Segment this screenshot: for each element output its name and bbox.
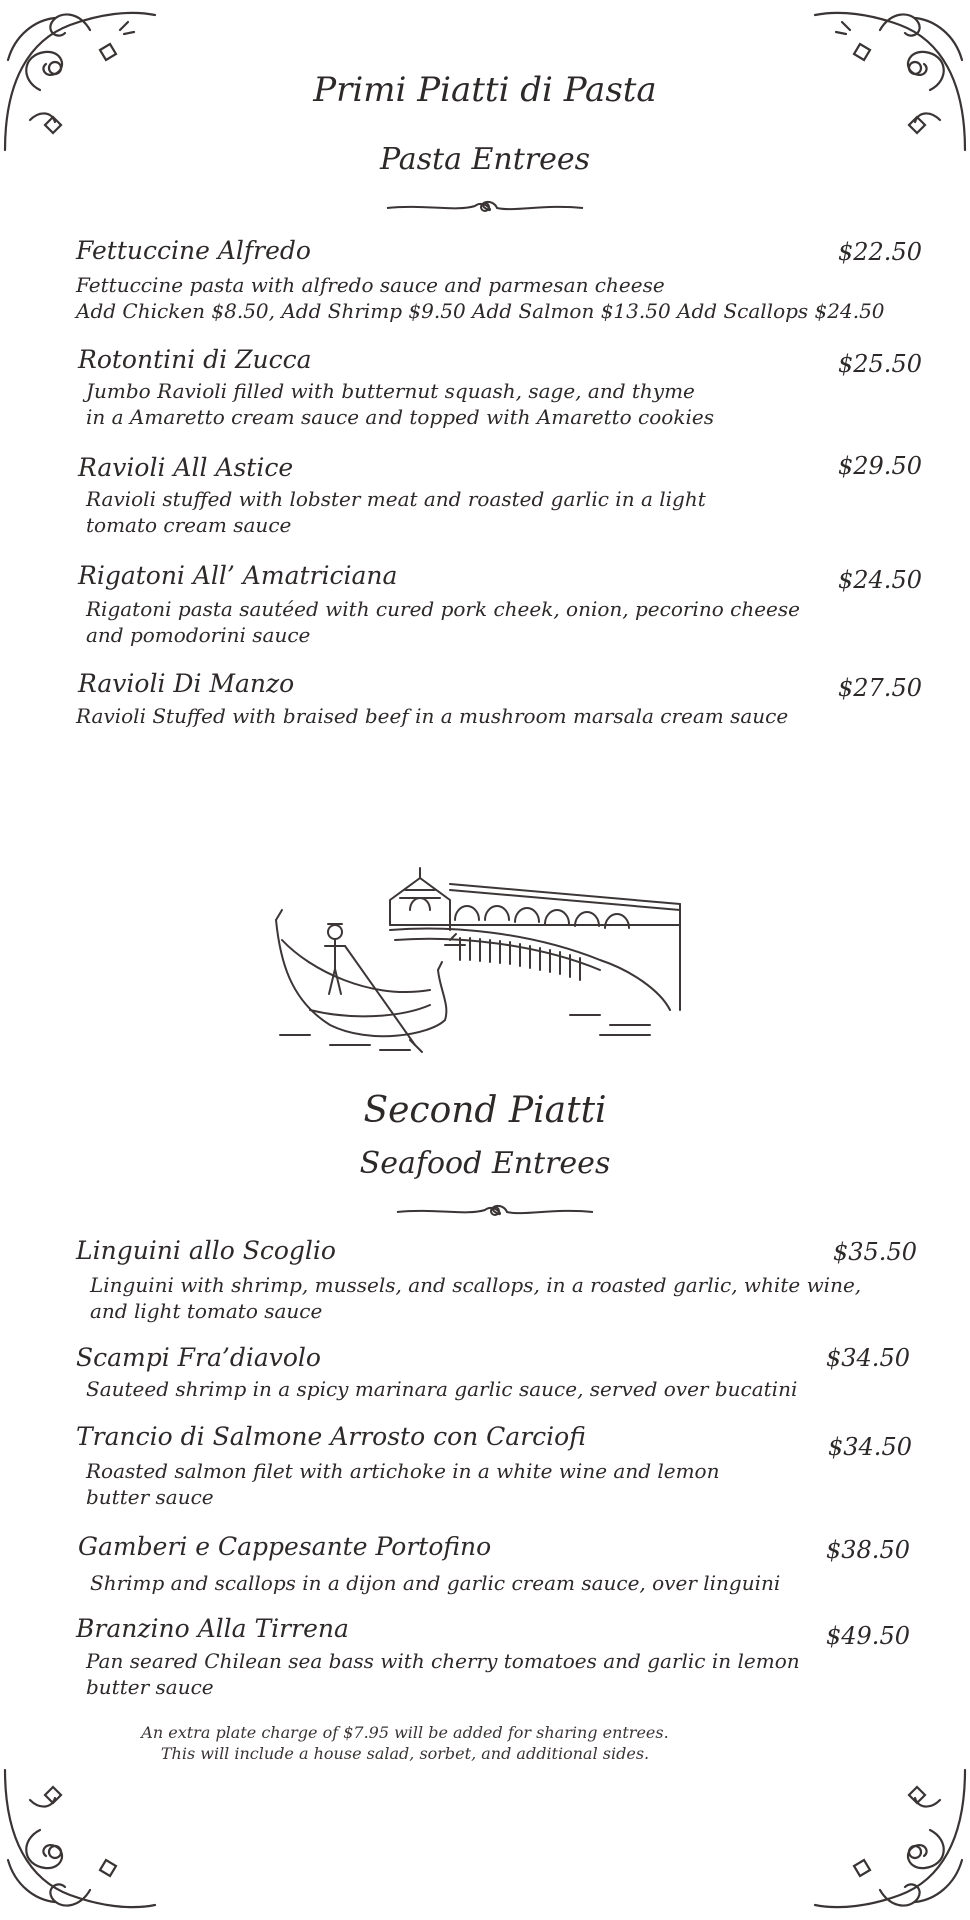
menu-item-description: Jumbo Ravioli filled with butternut squash, sage, and thyme in a Amaretto cream sauce and topped with Amaretto cookies	[86, 379, 714, 429]
menu-item-price: $34.50	[826, 1344, 910, 1372]
pasta-section-title: Primi Piatti di Pasta	[313, 70, 657, 110]
menu-item-name: Rigatoni All’ Amatriciana	[78, 561, 398, 590]
menu-item-description: Sauteed shrimp in a spicy marinara garlic sauce, served over bucatini	[86, 1377, 798, 1401]
menu-item-price: $49.50	[826, 1622, 910, 1650]
menu-item-description: Pan seared Chilean sea bass with cherry tomatoes and garlic in lemon butter sauce	[86, 1649, 800, 1699]
divider-flourish-icon	[10, 1198, 970, 1228]
menu-item-name: Trancio di Salmone Arrosto con Carciofi	[76, 1422, 586, 1451]
menu-item-price: $22.50	[838, 238, 922, 266]
menu-item-price: $35.50	[833, 1238, 917, 1266]
pasta-section-subtitle: Pasta Entrees	[379, 142, 591, 177]
divider-flourish-icon	[0, 194, 970, 224]
menu-item-name: Linguini allo Scoglio	[76, 1236, 336, 1265]
menu-item-price: $24.50	[838, 566, 922, 594]
menu-item-name: Scampi Fra’diavolo	[76, 1343, 321, 1372]
menu-item-description: Roasted salmon filet with artichoke in a white wine and lemon butter sauce	[86, 1459, 720, 1509]
seafood-section-title: Second Piatti	[363, 1090, 607, 1131]
menu-item-description: Linguini with shrimp, mussels, and scallops, in a roasted garlic, white wine, and light tomato sauce	[90, 1273, 862, 1323]
menu-item-description: Rigatoni pasta sautéed with cured pork cheek, onion, pecorino cheese and pomodorini sauce	[86, 597, 800, 647]
menu-item-price: $25.50	[838, 350, 922, 378]
menu-item-price: $29.50	[838, 452, 922, 480]
menu-item-name: Ravioli All Astice	[78, 453, 294, 482]
menu-item-description: Shrimp and scallops in a dijon and garlic cream sauce, over linguini	[90, 1571, 781, 1595]
menu-item-description: Fettuccine pasta with alfredo sauce and parmesan cheese Add Chicken $8.50, Add Shrimp $9.50 Add Salmon $13.50 Add Scallops $24.50	[76, 273, 885, 323]
menu-item-price: $38.50	[826, 1536, 910, 1564]
menu-item-price: $34.50	[828, 1433, 912, 1461]
menu-item-description: Ravioli Stuffed with braised beef in a mushroom marsala cream sauce	[76, 704, 789, 728]
menu-item-name: Fettuccine Alfredo	[76, 236, 311, 265]
corner-flourish-icon	[810, 1760, 970, 1920]
corner-flourish-icon	[0, 1760, 160, 1920]
menu-item-description: Ravioli stuffed with lobster meat and roasted garlic in a light tomato cream sauce	[86, 487, 706, 537]
gondola-bridge-illustration-icon	[270, 820, 690, 1060]
menu-item-price: $27.50	[838, 674, 922, 702]
seafood-section-subtitle: Seafood Entrees	[359, 1146, 611, 1181]
menu-item-name: Ravioli Di Manzo	[78, 669, 295, 698]
menu-item-name: Rotontini di Zucca	[78, 345, 312, 374]
menu-item-name: Branzino Alla Tirrena	[76, 1614, 349, 1643]
menu-item-name: Gamberi e Cappesante Portofino	[78, 1532, 492, 1561]
sharing-charge-note: An extra plate charge of $7.95 will be added for sharing entrees. This will include a house salad, sorbet, and additional sides.	[141, 1723, 669, 1763]
